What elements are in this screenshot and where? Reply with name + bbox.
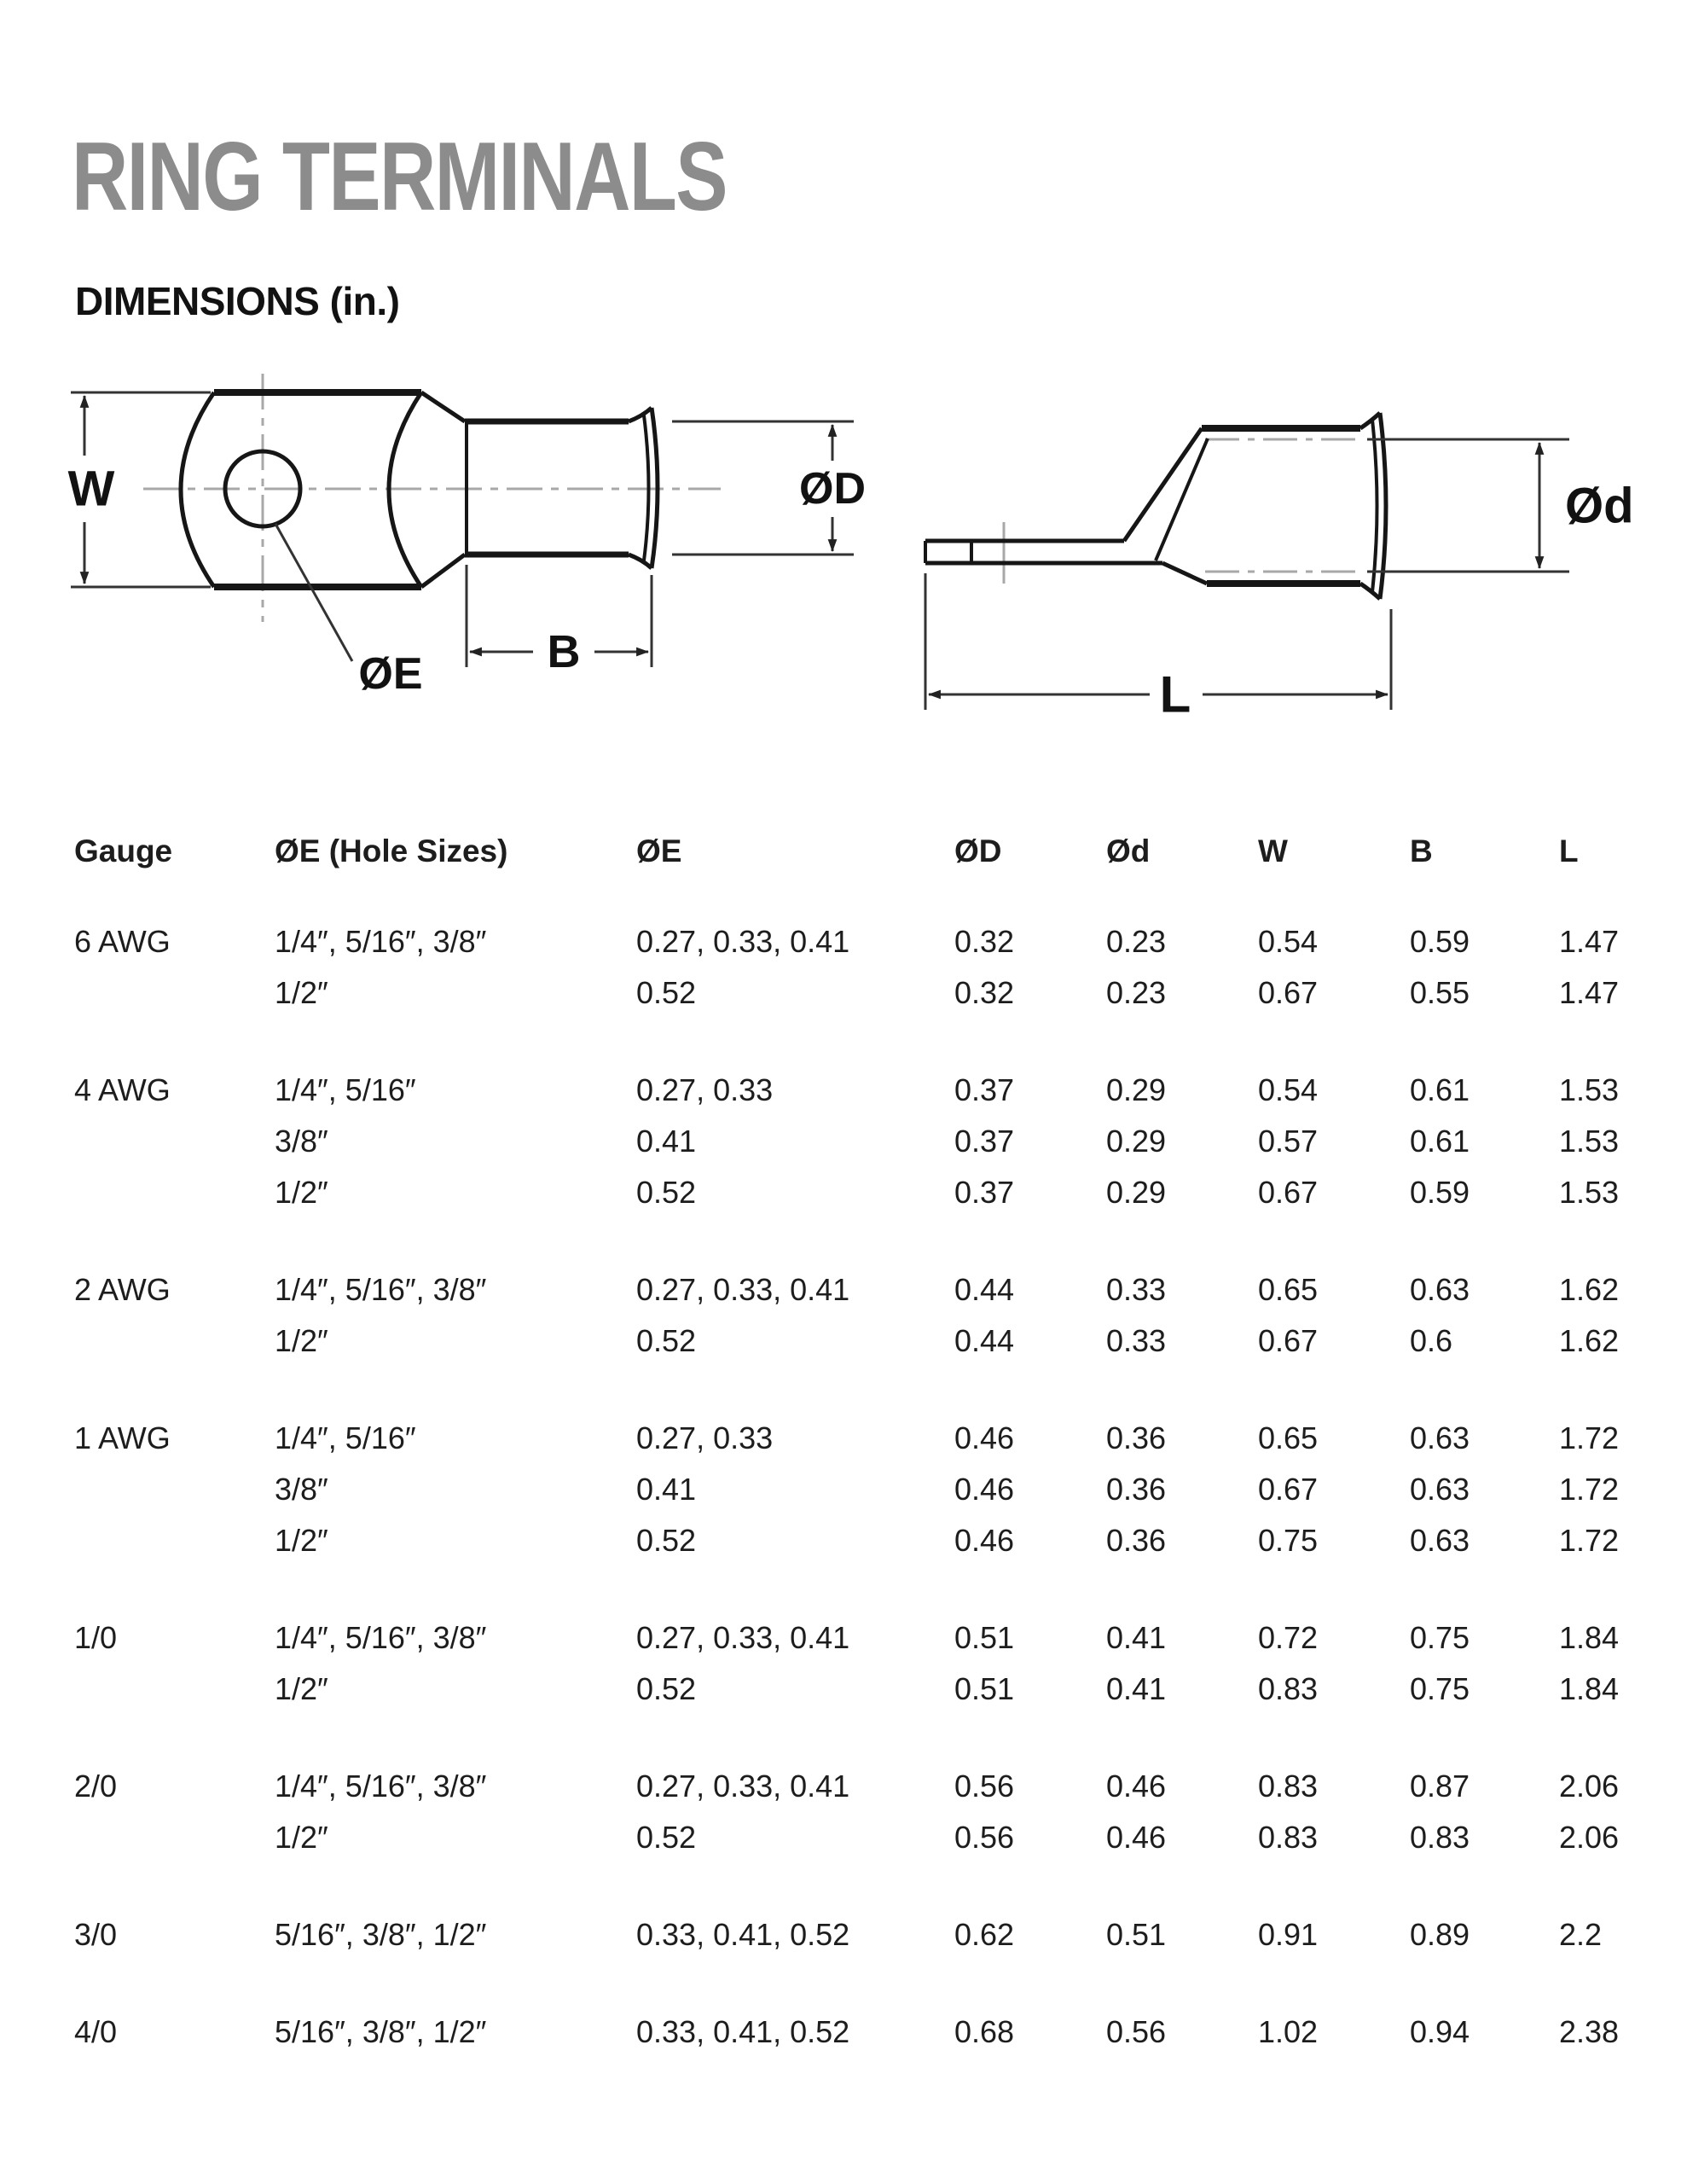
value-cell: 0.27, 0.33, 0.41 [636, 1620, 850, 1655]
table-row [0, 1464, 1687, 1515]
column-header-oe: ØE [636, 834, 682, 868]
value-cell: 0.83 [1258, 1671, 1319, 1706]
value-cell: 0.63 [1410, 1472, 1470, 1507]
value-cell: 3/8″ [275, 1472, 328, 1507]
value-cell: 0.27, 0.33, 0.41 [636, 1769, 850, 1804]
value-cell: 0.52 [636, 1523, 697, 1558]
value-cell: 0.68 [954, 2014, 1015, 2049]
value-cell: 1/4″, 5/16″ [275, 1072, 416, 1107]
gauge-cell: 2 AWG [74, 1272, 171, 1307]
table-row [0, 916, 1687, 967]
section-title-dimensions: DIMENSIONS (in.) [75, 279, 400, 323]
dimension-label-id: Ød [1565, 478, 1634, 534]
table-row [0, 1116, 1687, 1167]
value-cell: 0.61 [1410, 1124, 1470, 1159]
table-row [0, 967, 1687, 1019]
value-cell: 0.23 [1106, 975, 1167, 1010]
value-cell: 1.47 [1559, 975, 1620, 1010]
value-cell: 5/16″, 3/8″, 1/2″ [275, 2014, 487, 2049]
value-cell: 0.83 [1258, 1769, 1319, 1804]
value-cell: 5/16″, 3/8″, 1/2″ [275, 1917, 487, 1952]
table-row [0, 1167, 1687, 1218]
value-cell: 0.65 [1258, 1272, 1319, 1307]
value-cell: 0.51 [954, 1620, 1015, 1655]
table-row [0, 2007, 1687, 2058]
value-cell: 0.62 [954, 1917, 1015, 1952]
value-cell: 0.54 [1258, 1072, 1319, 1107]
column-header-l: L [1559, 834, 1579, 868]
table-row [0, 1264, 1687, 1316]
column-header-hole-sizes: ØE (Hole Sizes) [275, 834, 508, 868]
value-cell: 1.84 [1559, 1671, 1620, 1706]
value-cell: 0.36 [1106, 1420, 1167, 1455]
value-cell: 0.52 [636, 1175, 697, 1210]
dimension-label-od: ØD [799, 464, 866, 514]
table-row [0, 1316, 1687, 1367]
dimension-label-b: B [547, 626, 581, 677]
value-cell: 2.38 [1559, 2014, 1620, 2049]
value-cell: 0.75 [1410, 1671, 1470, 1706]
value-cell: 0.89 [1410, 1917, 1470, 1952]
value-cell: 1.53 [1559, 1124, 1620, 1159]
value-cell: 1.02 [1258, 2014, 1319, 2049]
value-cell: 1/2″ [275, 1820, 328, 1855]
value-cell: 0.52 [636, 975, 697, 1010]
value-cell: 1/4″, 5/16″, 3/8″ [275, 924, 487, 959]
dimension-id [1367, 439, 1569, 572]
value-cell: 0.41 [1106, 1620, 1167, 1655]
value-cell: 0.72 [1258, 1620, 1319, 1655]
value-cell: 0.46 [954, 1523, 1015, 1558]
value-cell: 0.87 [1410, 1769, 1470, 1804]
value-cell: 1/4″, 5/16″ [275, 1420, 416, 1455]
dimension-label-oe: ØE [358, 649, 423, 699]
value-cell: 1.84 [1559, 1620, 1620, 1655]
diagram-ring-terminal-side-view [896, 367, 1680, 734]
value-cell: 2.2 [1559, 1917, 1603, 1952]
value-cell: 0.29 [1106, 1072, 1167, 1107]
value-cell: 0.46 [954, 1472, 1015, 1507]
value-cell: 0.46 [954, 1420, 1015, 1455]
gauge-cell: 4/0 [74, 2014, 118, 2049]
value-cell: 0.46 [1106, 1820, 1167, 1855]
value-cell: 0.56 [1106, 2014, 1167, 2049]
value-cell: 0.67 [1258, 1175, 1319, 1210]
column-header-od: ØD [954, 834, 1002, 868]
value-cell: 0.83 [1258, 1820, 1319, 1855]
column-header-w: W [1258, 834, 1288, 868]
value-cell: 1.53 [1559, 1072, 1620, 1107]
value-cell: 0.33 [1106, 1272, 1167, 1307]
value-cell: 0.27, 0.33, 0.41 [636, 924, 850, 959]
table-row [0, 1065, 1687, 1116]
value-cell: 0.65 [1258, 1420, 1319, 1455]
column-header-gauge: Gauge [74, 834, 173, 868]
value-cell: 1/4″, 5/16″, 3/8″ [275, 1620, 487, 1655]
gauge-cell: 6 AWG [74, 924, 171, 959]
value-cell: 0.23 [1106, 924, 1167, 959]
value-cell: 0.61 [1410, 1072, 1470, 1107]
value-cell: 0.63 [1410, 1272, 1470, 1307]
value-cell: 0.57 [1258, 1124, 1319, 1159]
table-group [0, 2007, 1687, 2058]
value-cell: 0.33, 0.41, 0.52 [636, 2014, 850, 2049]
table-row [0, 1664, 1687, 1715]
dimensions-table [0, 826, 1687, 2104]
gauge-cell: 1 AWG [74, 1420, 171, 1455]
value-cell: 0.37 [954, 1124, 1015, 1159]
value-cell: 0.54 [1258, 924, 1319, 959]
value-cell: 1/2″ [275, 1523, 328, 1558]
table-header-row [0, 826, 1687, 877]
value-cell: 0.27, 0.33, 0.41 [636, 1272, 850, 1307]
value-cell: 0.75 [1410, 1620, 1470, 1655]
value-cell: 0.52 [636, 1820, 697, 1855]
hole-diameter-leader-line [275, 524, 352, 661]
value-cell: 0.83 [1410, 1820, 1470, 1855]
value-cell: 0.52 [636, 1323, 697, 1358]
gauge-cell: 3/0 [74, 1917, 118, 1952]
value-cell: 0.94 [1410, 2014, 1470, 2049]
value-cell: 0.67 [1258, 975, 1319, 1010]
value-cell: 0.41 [636, 1124, 697, 1159]
value-cell: 0.55 [1410, 975, 1470, 1010]
value-cell: 1.72 [1559, 1420, 1620, 1455]
value-cell: 0.33 [1106, 1323, 1167, 1358]
value-cell: 0.59 [1410, 924, 1470, 959]
value-cell: 1/2″ [275, 1175, 328, 1210]
value-cell: 0.51 [1106, 1917, 1167, 1952]
table-group [0, 1065, 1687, 1218]
value-cell: 0.56 [954, 1820, 1015, 1855]
value-cell: 0.44 [954, 1323, 1015, 1358]
table-row [0, 1909, 1687, 1960]
gauge-cell: 4 AWG [74, 1072, 171, 1107]
value-cell: 3/8″ [275, 1124, 328, 1159]
value-cell: 1/2″ [275, 1323, 328, 1358]
value-cell: 0.27, 0.33 [636, 1420, 774, 1455]
value-cell: 0.56 [954, 1769, 1015, 1804]
value-cell: 0.6 [1410, 1323, 1453, 1358]
table-row [0, 1612, 1687, 1664]
table-group [0, 1909, 1687, 1960]
gauge-cell: 1/0 [74, 1620, 118, 1655]
value-cell: 1/2″ [275, 975, 328, 1010]
value-cell: 0.46 [1106, 1769, 1167, 1804]
table-row [0, 1761, 1687, 1812]
value-cell: 1.47 [1559, 924, 1620, 959]
dimension-label-w: W [67, 461, 115, 517]
value-cell: 0.37 [954, 1072, 1015, 1107]
table-group [0, 1761, 1687, 1863]
value-cell: 0.59 [1410, 1175, 1470, 1210]
value-cell: 0.29 [1106, 1175, 1167, 1210]
value-cell: 1.72 [1559, 1523, 1620, 1558]
table-group [0, 1612, 1687, 1715]
value-cell: 0.36 [1106, 1472, 1167, 1507]
gauge-cell: 2/0 [74, 1769, 118, 1804]
value-cell: 0.63 [1410, 1523, 1470, 1558]
value-cell: 1/2″ [275, 1671, 328, 1706]
value-cell: 0.67 [1258, 1472, 1319, 1507]
value-cell: 0.32 [954, 975, 1015, 1010]
table-row [0, 1413, 1687, 1464]
table-row [0, 1812, 1687, 1863]
dimension-label-l: L [1159, 665, 1191, 723]
value-cell: 0.44 [954, 1272, 1015, 1307]
value-cell: 0.37 [954, 1175, 1015, 1210]
value-cell: 1.62 [1559, 1323, 1620, 1358]
diagram-ring-terminal-top-view [47, 367, 866, 700]
page-title: RING TERMINALS [72, 121, 727, 231]
table-group [0, 1264, 1687, 1367]
column-header-id: Ød [1106, 834, 1151, 868]
value-cell: 0.41 [636, 1472, 697, 1507]
value-cell: 1/4″, 5/16″, 3/8″ [275, 1272, 487, 1307]
value-cell: 2.06 [1559, 1769, 1620, 1804]
value-cell: 1.72 [1559, 1472, 1620, 1507]
value-cell: 0.32 [954, 924, 1015, 959]
value-cell: 0.75 [1258, 1523, 1319, 1558]
value-cell: 0.29 [1106, 1124, 1167, 1159]
table-body [0, 916, 1687, 2058]
table-group [0, 1413, 1687, 1566]
terminal-outline-side [925, 413, 1386, 599]
value-cell: 0.41 [1106, 1671, 1167, 1706]
value-cell: 0.63 [1410, 1420, 1470, 1455]
value-cell: 2.06 [1559, 1820, 1620, 1855]
column-header-b: B [1410, 834, 1433, 868]
dimension-l [925, 573, 1391, 710]
value-cell: 1.53 [1559, 1175, 1620, 1210]
table-group [0, 916, 1687, 1019]
value-cell: 0.36 [1106, 1523, 1167, 1558]
value-cell: 1.62 [1559, 1272, 1620, 1307]
value-cell: 1/4″, 5/16″, 3/8″ [275, 1769, 487, 1804]
value-cell: 0.33, 0.41, 0.52 [636, 1917, 850, 1952]
value-cell: 0.91 [1258, 1917, 1319, 1952]
value-cell: 0.27, 0.33 [636, 1072, 774, 1107]
table-row [0, 1515, 1687, 1566]
value-cell: 0.52 [636, 1671, 697, 1706]
value-cell: 0.51 [954, 1671, 1015, 1706]
value-cell: 0.67 [1258, 1323, 1319, 1358]
